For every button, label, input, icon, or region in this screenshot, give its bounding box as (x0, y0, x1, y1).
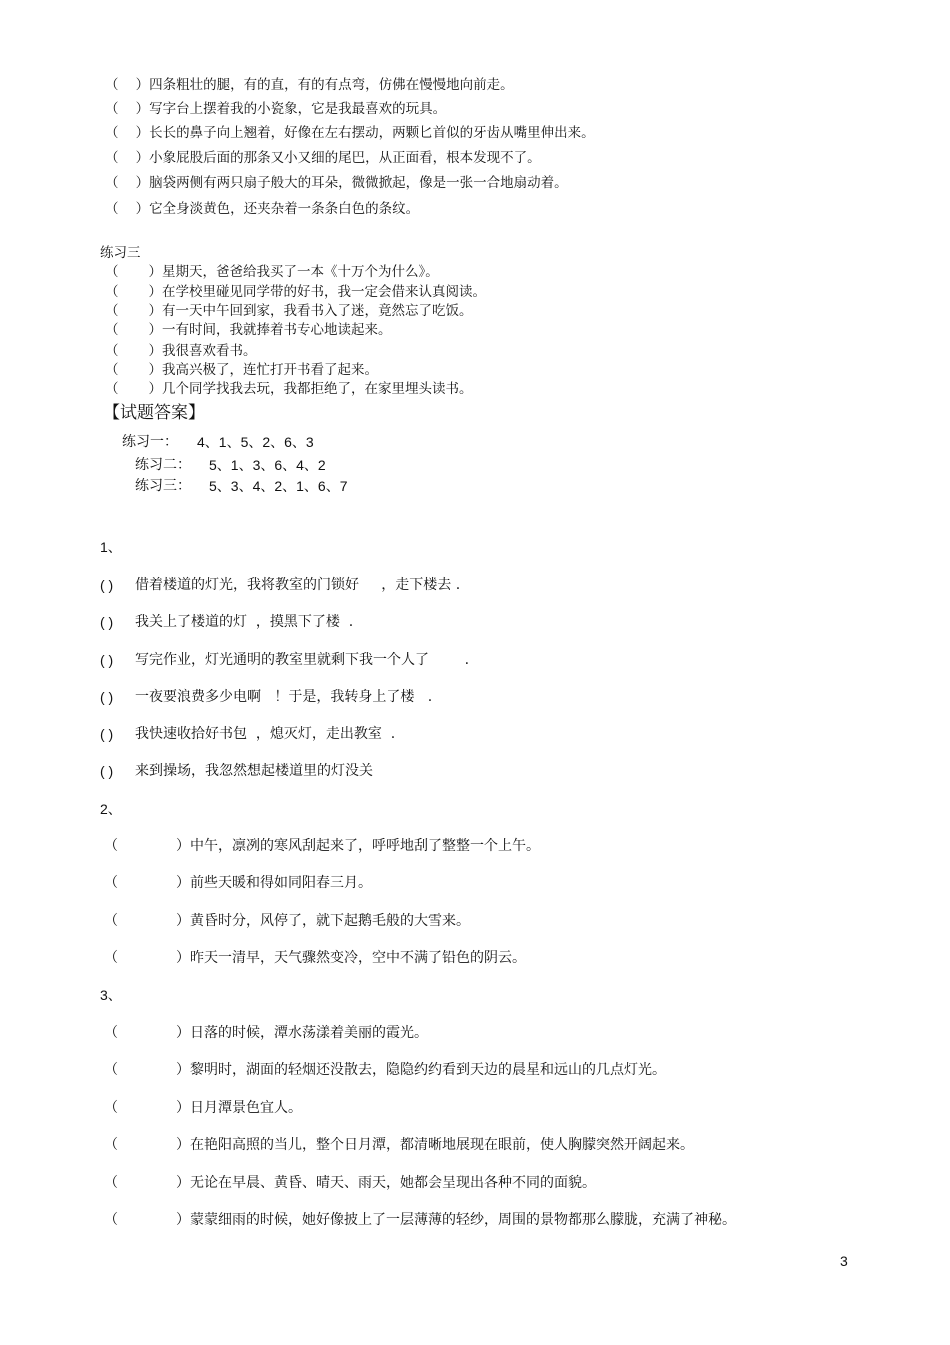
sentence-text: ）黎明时，湖面的轻烟还没散去，隐隐约约看到天边的晨星和远山的几点灯光。 (176, 1062, 666, 1078)
exercise-line: （ ）我高兴极了，连忙打开书看了起来。 (105, 362, 379, 378)
answer-blank: ( ) (100, 614, 114, 630)
sentence-text: ）黄昏时分，风停了，就下起鹅毛般的大雪来。 (176, 913, 470, 929)
sentence-text: ）前些天暖和得如同阳春三月。 (176, 875, 372, 891)
sentence-text: ）日月潭景色宜人。 (176, 1100, 302, 1116)
answer-blank: ( ) (100, 577, 114, 593)
answer-label: 练习三： (135, 478, 191, 494)
exercise-line: （ ）长长的鼻子向上翘着，好像在左右摆动，两颗匕首似的牙齿从嘴里伸出来。 (105, 125, 595, 141)
answer-value: 5、1、3、6、4、2 (209, 457, 326, 473)
section-title: 练习三 (100, 245, 141, 261)
sentence-text: 写完作业，灯光通明的教室里就剩下我一个人了 . (135, 652, 470, 668)
exercise-line: （ ）在学校里碰见同学带的好书，我一定会借来认真阅读。 (105, 284, 487, 300)
answer-blank: ( ) (100, 763, 114, 779)
answer-blank: ( ) (100, 652, 114, 668)
sentence-text: ）无论在早晨、黄昏、晴天、雨天，她都会呈现出各种不同的面貌。 (176, 1175, 596, 1191)
exercise-line: （ ）有一天中午回到家，我看书入了迷，竟然忘了吃饭。 (105, 303, 473, 319)
exercise-line: （ ）写字台上摆着我的小瓷象，它是我最喜欢的玩具。 (105, 101, 447, 117)
sentence-text: ）蒙蒙细雨的时候，她好像披上了一层薄薄的轻纱，周围的景物都那么朦胧，充满了神秘。 (176, 1212, 736, 1228)
sentence-text: ）中午，凛冽的寒风刮起来了，呼呼地刮了整整一个上午。 (176, 838, 540, 854)
answer-label: 练习二： (135, 457, 191, 473)
answer-blank: ( ) (100, 689, 114, 705)
answer-blank: （ (104, 950, 118, 966)
answer-blank: （ (104, 1100, 118, 1116)
answer-blank: （ (104, 1175, 118, 1191)
exercise-line: （ ）它全身淡黄色，还夹杂着一条条白色的条纹。 (105, 201, 420, 217)
answer-value: 4、1、5、2、6、3 (197, 434, 314, 450)
sentence-text: ）在艳阳高照的当儿，整个日月潭，都清晰地展现在眼前，使人胸朦突然开阔起来。 (176, 1137, 694, 1153)
exercise-line: （ ）脑袋两侧有两只扇子般大的耳朵，微微掀起，像是一张一合地扇动着。 (105, 175, 568, 191)
answer-blank: （ (104, 1025, 118, 1041)
answer-blank: （ (104, 913, 118, 929)
sentence-text: 借着楼道的灯光，我将教室的门锁好 ，走下楼去 . (135, 577, 461, 593)
answer-blank: （ (104, 1212, 118, 1228)
sentence-text: ）日落的时候，潭水荡漾着美丽的霞光。 (176, 1025, 428, 1041)
exercise-line: （ ）一有时间，我就捧着书专心地读起来。 (105, 322, 392, 338)
sentence-text: 来到操场，我忽然想起楼道里的灯没关 (135, 763, 373, 779)
answer-blank: （ (104, 875, 118, 891)
exercise-line: （ ）四条粗壮的腿，有的直，有的有点弯，仿佛在慢慢地向前走。 (105, 77, 514, 93)
answer-blank: （ (104, 1137, 118, 1153)
sentence-text: ）昨天一清早，天气骤然变冷，空中不满了铅色的阴云。 (176, 950, 526, 966)
question-number: 3、 (100, 987, 122, 1003)
answers-title: 【试题答案】 (103, 403, 205, 423)
answer-blank: （ (104, 1062, 118, 1078)
answer-blank: ( ) (100, 726, 114, 742)
answer-label: 练习一： (122, 434, 178, 450)
sentence-text: 我关上了楼道的灯 ，摸黑下了楼 . (135, 614, 354, 630)
sentence-text: 一夜要浪费多少电啊 ！于是，我转身上了楼 . (135, 689, 433, 705)
answer-value: 5、3、4、2、1、6、7 (209, 478, 348, 494)
exercise-line: （ ）小象屁股后面的那条又小又细的尾巴，从正面看，根本发现不了。 (105, 150, 541, 166)
page-number: 3 (840, 1253, 848, 1269)
question-number: 2、 (100, 801, 122, 817)
exercise-line: （ ）星期天，爸爸给我买了一本《十万个为什么》。 (105, 264, 439, 280)
sentence-text: 我快速收拾好书包 ，熄灭灯，走出教室 . (135, 726, 396, 742)
answer-blank: （ (104, 838, 118, 854)
exercise-line: （ ）几个同学找我去玩，我都拒绝了，在家里埋头读书。 (105, 381, 473, 397)
exercise-line: （ ）我很喜欢看书。 (105, 343, 257, 359)
question-number: 1、 (100, 539, 122, 555)
